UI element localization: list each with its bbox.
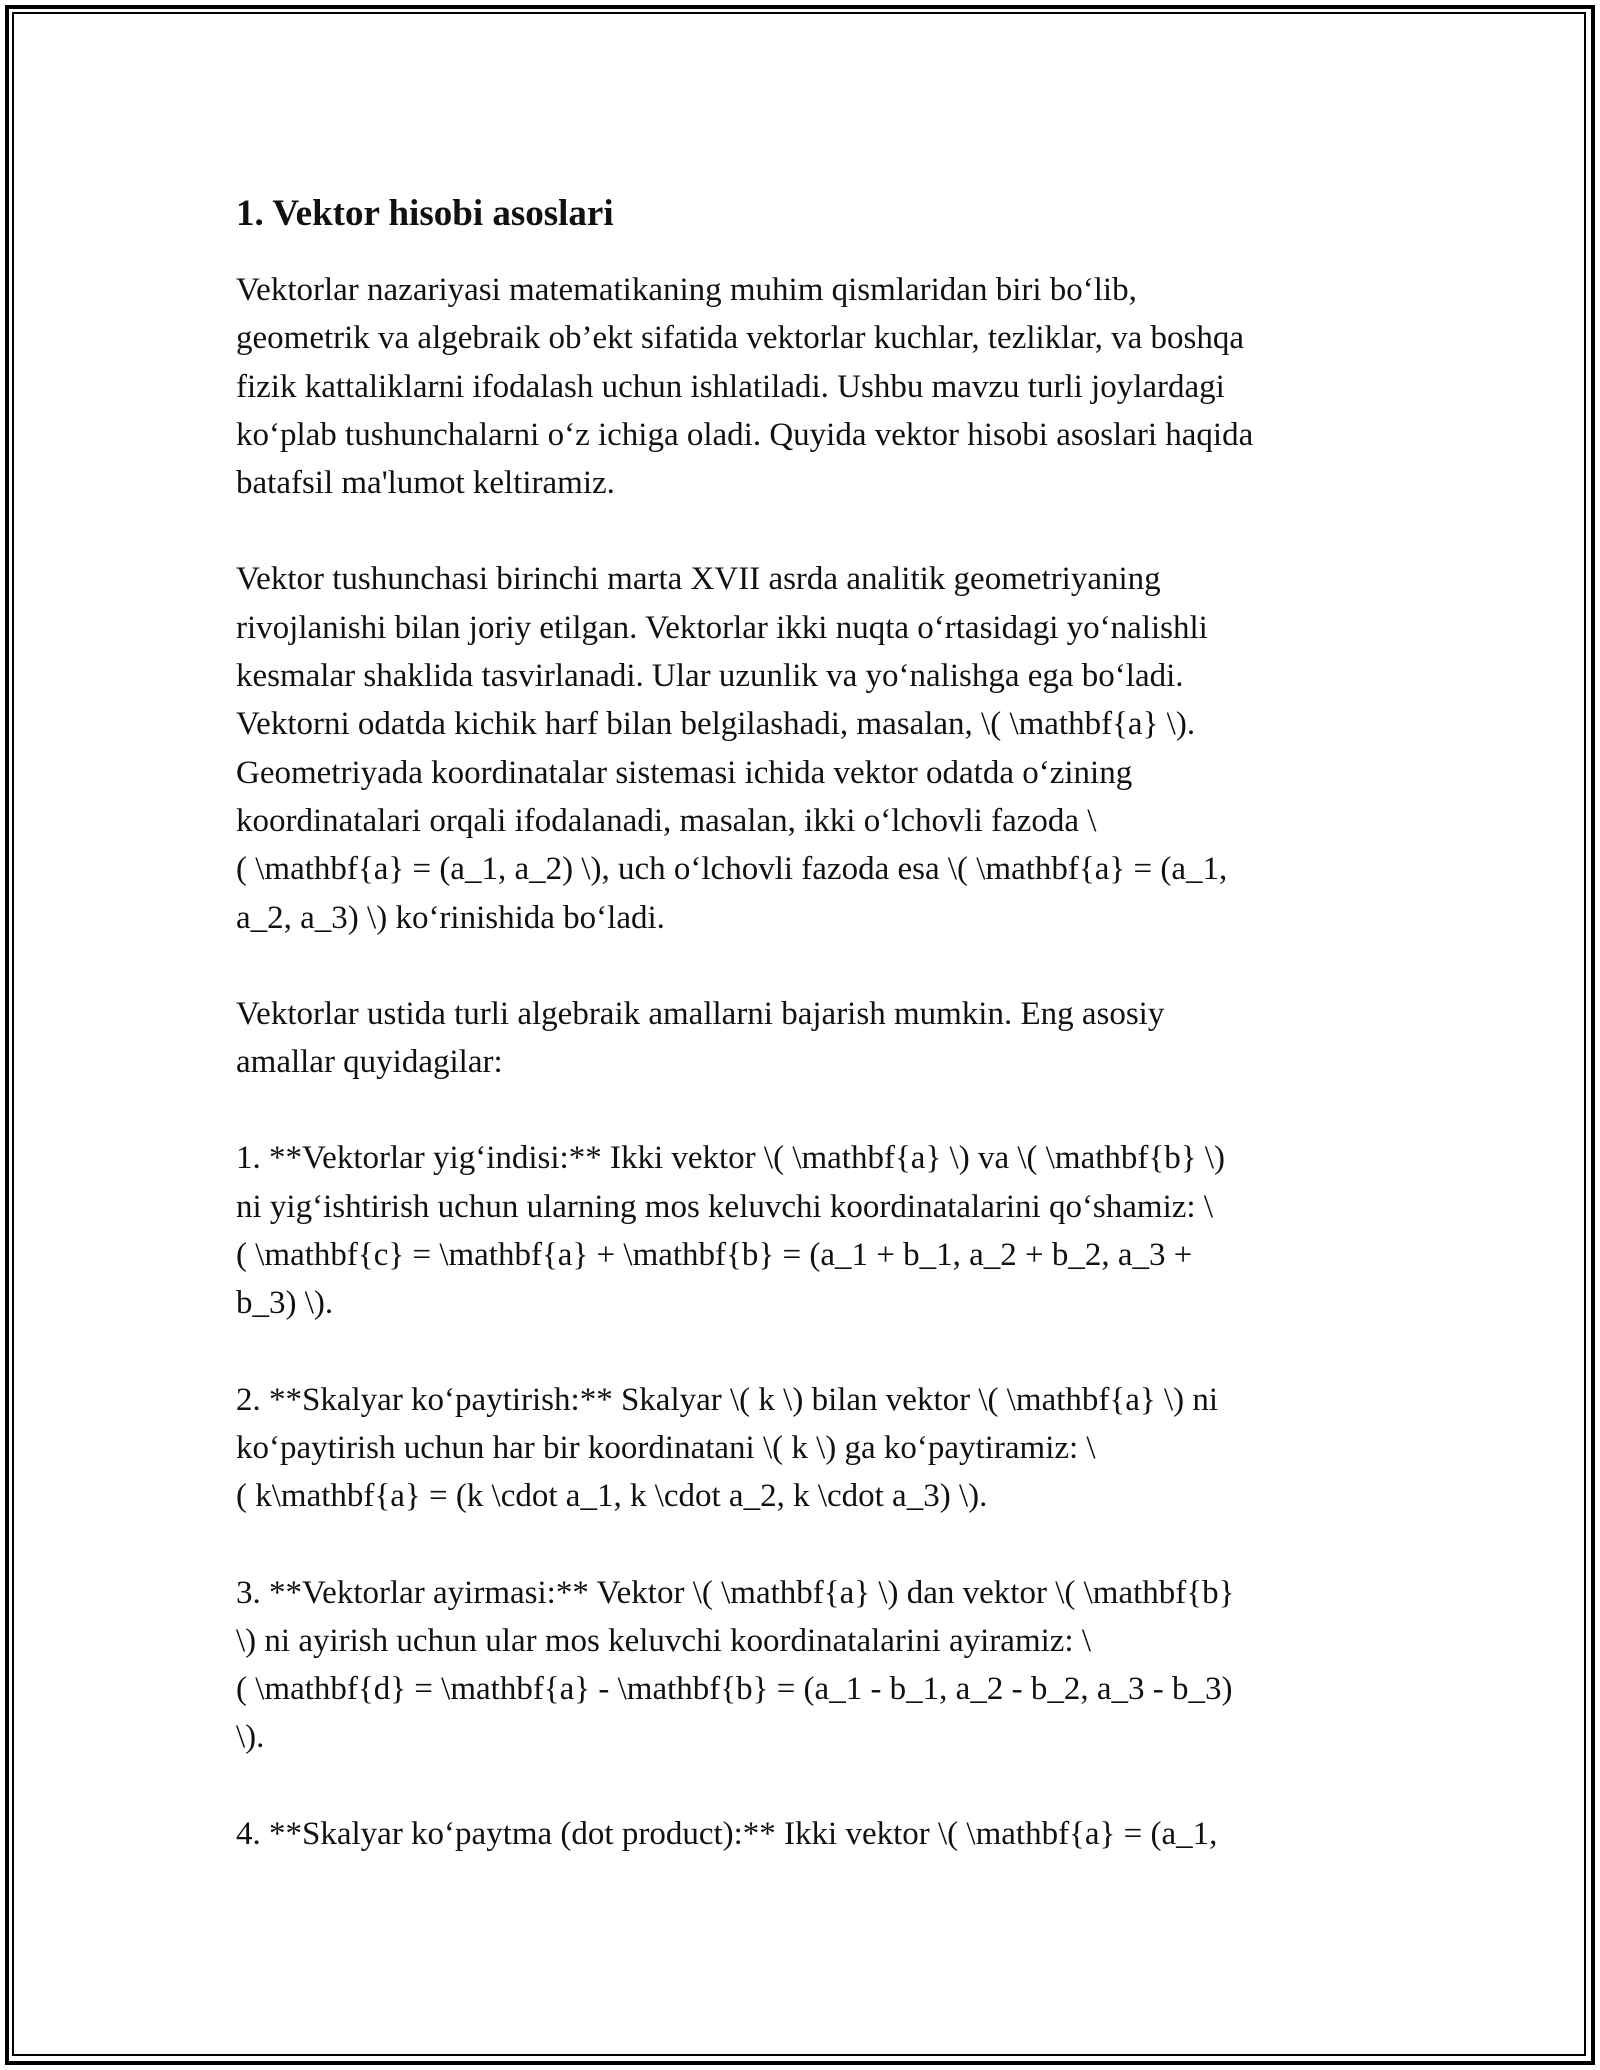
paragraph-intro: Vektorlar nazariyasi matematikaning muhim qismlaridan biri bo‘lib, geometrik va algebraik ob’ekt sifatida vektorlar kuchlar, tezliklar, va boshqa fizik kattaliklarni ifodalash uchun ishlatiladi. Ushbu mavzu turli joylardagi ko‘plab tushunchalarni o‘z ichiga oladi. Quyida vektor hisobi asoslari haqida batafsil ma'lumot keltiramiz. xyxy=(236,272,1254,502)
document-body xyxy=(236,188,1376,1906)
list-item-scalar-multiplication: 2. **Skalyar ko‘paytirish:** Skalyar \( k \) bilan vektor \( \mathbf{a} \) ni ko‘paytirish uchun har bir koordinatani \( k \) ga ko‘paytiramiz: \ ( k\mathbf{a} = (k \cdot a_1, k \cdot a_2, k \cdot a_3) \). xyxy=(236,1381,1219,1515)
paragraph-vector-concept: Vektor tushunchasi birinchi marta XVII asrda analitik geometriyaning rivojlanishi bilan joriy etilgan. Vektorlar ikki nuqta o‘rtasidagi yo‘nalishli kesmalar shaklida tasvirlanadi. Ular uzunlik va yo‘nalishga ega bo‘ladi. Vektorni odatda kichik harf bilan belgilashadi, masalan, \( \mathbf{a} \). Geometriyada koordinatalar sistemasi ichida vektor odatda o‘zining koordinatalari orqali ifodalanadi, masalan, ikki o‘lchovli fazoda \ ( \mathbf{a} = (a_1, a_2) \), uch o‘lchovli fazoda esa \( \mathbf{a} = (a_1, a_2, a_3) \) ko‘rinishida bo‘ladi. xyxy=(236,561,1228,936)
paragraph-operations-intro: Vektorlar ustida turli algebraik amallarni bajarish mumkin. Eng asosiy amallar quyidagilar: xyxy=(236,995,1165,1081)
list-item-vector-difference: 3. **Vektorlar ayirmasi:** Vektor \( \mathbf{a} \) dan vektor \( \mathbf{b} \) ni ayirish uchun ular mos keluvchi koordinatalarini ayiramiz: \ ( \mathbf{d} = \mathbf{a} - \mathbf{b} = (a_1 - b_1, a_2 - b_2, a_3 - b_3) \). xyxy=(236,1574,1235,1756)
list-item-vector-sum: 1. **Vektorlar yig‘indisi:** Ikki vektor \( \mathbf{a} \) va \( \mathbf{b} \) ni yig‘ishtirish uchun ularning mos keluvchi koordinatalarini qo‘shamiz: \ ( \mathbf{c} = \mathbf{a} + \mathbf{b} = (a_1 + b_1, a_2 + b_2, a_3 + b_3) \). xyxy=(236,1140,1225,1322)
list-item-dot-product: 4. **Skalyar ko‘paytma (dot product):** Ikki vektor \( \mathbf{a} = (a_1, xyxy=(236,1815,1218,1852)
section-heading: 1. Vektor hisobi asoslari xyxy=(236,193,614,234)
